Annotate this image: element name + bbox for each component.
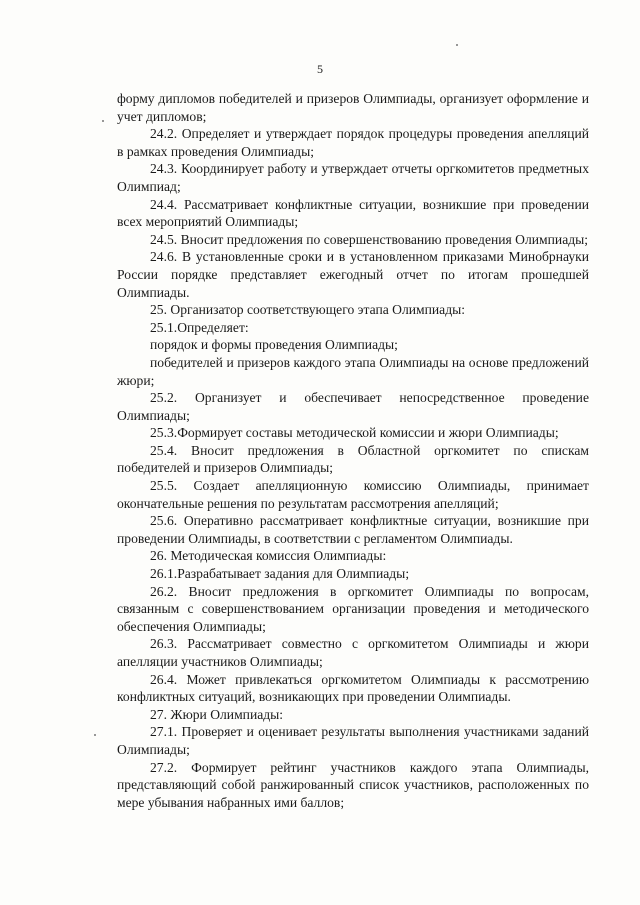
paragraph: 26.4. Может привлекаться оргкомитетом Олимпиады к рассмотрению конфликтных ситуаций, возникающих при проведении Олимпиады.: [117, 671, 589, 705]
paragraph: 26.2. Вносит предложения в оргкомитет Олимпиады по вопросам, связанным с совершенствованием организации проведения и методического обеспечения Олимпиады;: [117, 583, 589, 634]
paragraph: порядок и формы проведения Олимпиады;: [150, 337, 398, 353]
scan-speck: [456, 44, 458, 46]
paragraph: 27. Жюри Олимпиады:: [150, 706, 284, 722]
paragraph: 24.3. Координирует работу и утверждает отчеты оргкомитетов предметных Олимпиад;: [117, 161, 589, 194]
paragraph: 25.5. Создает апелляционную комиссию Олимпиады, принимает окончательные решения по результатам рассмотрения апелляций;: [117, 478, 589, 511]
paragraph: 25.2. Организует и обеспечивает непосредственное проведение Олимпиады;: [117, 390, 589, 423]
paragraph: победителей и призеров каждого этапа Олимпиады на основе предложений жюри;: [117, 354, 589, 388]
paragraph: форму дипломов победителей и призеров Олимпиады, организует оформление и учет дипломов;: [117, 91, 589, 124]
scan-speck: [94, 734, 96, 736]
paragraph: 24.5. Вносит предложения по совершенствованию проведения Олимпиады;: [150, 231, 589, 247]
paragraph: 24.4. Рассматривает конфликтные ситуации, возникшие при проведении всех мероприятий Олимпиады;: [117, 196, 589, 230]
paragraph: 25. Организатор соответствующего этапа Олимпиады:: [150, 302, 466, 318]
paragraph: 25.1.Определяет:: [150, 319, 249, 335]
paragraph: 25.6. Оперативно рассматривает конфликтные ситуации, возникшие при проведении Олимпиады, в соответствии с регламентом Олимпиады.: [117, 513, 589, 546]
paragraph: 27.1. Проверяет и оценивает результаты выполнения участниками заданий Олимпиады;: [117, 724, 589, 757]
paragraph: 26. Методическая комиссия Олимпиады:: [150, 548, 387, 564]
paragraph: 25.3.Формирует составы методической комиссии и жюри Олимпиады;: [150, 425, 559, 441]
scan-speck: [102, 120, 104, 122]
page-number: 5: [317, 62, 323, 76]
document-body: [117, 90, 589, 811]
paragraph: 26.3. Рассматривает совместно с оргкомитетом Олимпиады и жюри апелляции участников Олимпиады;: [117, 636, 589, 669]
paragraph: 24.6. В установленные сроки и в установленном приказами Минобрнауки России порядке представляет ежегодный отчет по итогам прошедшей Олимпиады.: [117, 249, 589, 300]
paragraph: 24.2. Определяет и утверждает порядок процедуры проведения апелляций в рамках проведения Олимпиады;: [117, 126, 589, 159]
paragraph: 26.1.Разрабатывает задания для Олимпиады;: [150, 566, 410, 582]
paragraph: 25.4. Вносит предложения в Областной оргкомитет по спискам победителей и призеров Олимпиады;: [117, 442, 589, 476]
paragraph: 27.2. Формирует рейтинг участников каждого этапа Олимпиады, представляющий собой ранжированный список участников, расположенных по мере убывания набранных ими баллов;: [117, 759, 589, 810]
